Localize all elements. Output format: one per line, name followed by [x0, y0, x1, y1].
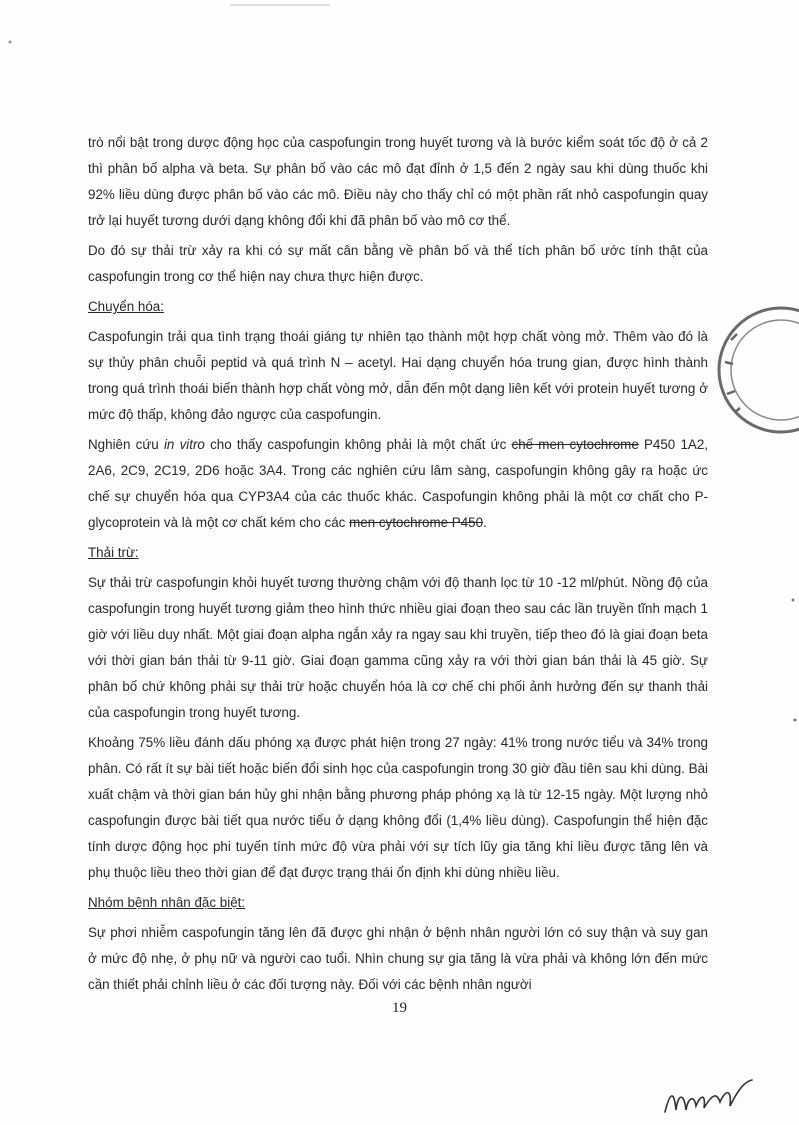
- paragraph: Do đó sự thải trừ xảy ra khi có sự mất cân bằng về phân bố và thể tích phân bố ước tính thật của caspofungin trong cơ thể hiện nay chưa thực hiện được.: [88, 243, 708, 284]
- section-heading-special-populations: Nhóm bệnh nhân đặc biệt:: [88, 895, 246, 910]
- paragraph: Sự phơi nhiễm caspofungin tăng lên đã được ghi nhận ở bệnh nhân người lớn có suy thận và suy gan ở mức độ nhẹ, ở phụ nữ và người cao tuổi. Nhìn chung sự gia tăng là vừa phải và không lớn đến mức cần thiết phải chỉnh liều ở các đối tượng này. Đối với các bệnh nhân người: [88, 925, 708, 992]
- text-run: .: [483, 515, 487, 530]
- paragraph: [88, 432, 708, 536]
- text-run: cho thấy caspofungin không phải là một chất ức: [204, 437, 512, 452]
- strikethrough-text: chế men cytochrome: [511, 437, 639, 452]
- text-run: P450 1A2, 2A6, 2C9, 2C19, 2D6 hoặc 3A4. Trong các nghiên cứu lâm sàng, caspofungin không gây ra hoặc ức chế sự chuyển hóa qua CYP3A4 của các thuốc khác. Caspofungin không phải là một cơ chất cho P-glycoprotein và là một cơ chất kém cho các: [88, 437, 708, 530]
- scan-dot: [9, 41, 12, 44]
- page-number: 19: [392, 1000, 407, 1016]
- paragraph: Khoảng 75% liều đánh dấu phóng xạ được phát hiện trong 27 ngày: 41% trong nước tiểu và 34% trong phân. Có rất ít sự bài tiết hoặc biến đổi sinh học của caspofungin trong 30 giờ đầu tiên sau khi dùng. Bài xuất chậm và thời gian bán hủy ghi nhận bằng phương pháp phóng xạ là từ 12-15 ngày. Một lượng nhỏ caspofungin được bài tiết qua nước tiểu ở dạng không đổi (1,4% liều dùng). Caspofungin thể hiện đặc tính dược động học phi tuyến tính mức độ vừa phải với sự tích lũy gia tăng khi liều được tăng lên và phụ thuộc liều theo thời gian để đạt được trạng thái ổn định khi dùng nhiều liều.: [88, 735, 708, 880]
- section-heading-elimination: Thải trừ:: [88, 545, 139, 560]
- strikethrough-text: men cytochrome P450: [349, 515, 484, 530]
- handwritten-signature: [660, 1072, 760, 1122]
- text-run: Nghiên cứu: [88, 437, 164, 452]
- paragraph: Caspofungin trải qua tình trạng thoái giáng tự nhiên tạo thành một hợp chất vòng mở. Thêm vào đó là sự thủy phân chuỗi peptid và quá trình N – acetyl. Hai dạng chuyển hóa trung gian, được hình thành trong quá trình thoái biến thành hợp chất vòng mở, dẫn đến một dạng liên kết với protein huyết tương ở mức độ thấp, không đảo ngược của caspofungin.: [88, 329, 708, 422]
- paragraph: trò nổi bật trong dược động học của caspofungin trong huyết tương và là bước kiểm soát tốc độ ở cả 2 thì phân bố alpha và beta. Sự phân bố vào các mô đạt đỉnh ở 1,5 đến 2 ngày sau khi dùng thuốc khi 92% liều dùng được phân bố vào các mô. Điều này cho thấy chỉ có một phần rất nhỏ caspofungin quay trở lại huyết tương dưới dạng không đổi khi đã phân bố vào mô cơ thể.: [88, 135, 708, 228]
- official-stamp-fragment: [709, 300, 799, 440]
- paragraph: Sự thải trừ caspofungin khỏi huyết tương thường chậm với độ thanh lọc từ 10 -12 ml/phút. Nồng độ của caspofungin trong huyết tương giảm theo hình thức nhiều giai đoạn theo sau các lần truyền tĩnh mạch 1 giờ với liều duy nhất. Một giai đoạn alpha ngắn xảy ra ngay sau khi truyền, tiếp theo đó là giai đoạn beta với thời gian bán thải từ 9-11 giờ. Giai đoạn gamma cũng xảy ra với thời gian bán thải là 45 giờ. Sự phân bố chứ không phải sự thải trừ hoặc chuyển hóa là cơ chế chi phối ảnh hưởng đến sự thanh thải của caspofungin trong huyết tương.: [88, 575, 708, 720]
- document-body: [88, 130, 708, 1002]
- scan-dot: [792, 599, 795, 602]
- italic-text: in vitro: [163, 437, 205, 452]
- section-heading-metabolism: Chuyển hóa:: [88, 299, 164, 314]
- scan-dot: [794, 719, 797, 722]
